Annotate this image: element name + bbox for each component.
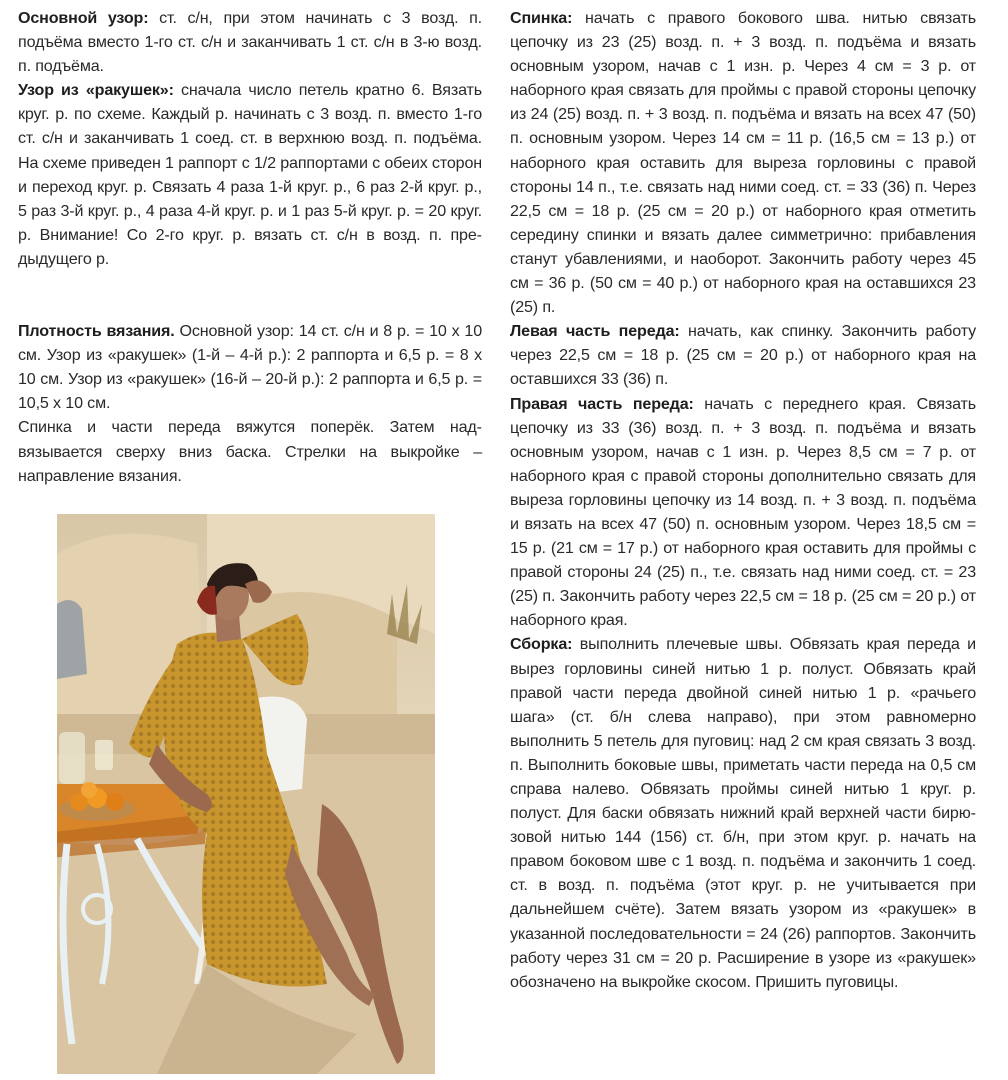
text-main-pattern: ст. с/н, при этом начинать с 3 возд. п. подъёма вместо 1-го ст. с/н и заканчивать 1 ст. с/н в 3-ю возд. п. подъёма. xyxy=(18,9,482,76)
heading-back: Спинка: xyxy=(510,9,573,27)
heading-assembly: Сборка: xyxy=(510,635,573,654)
paragraph-gauge xyxy=(18,319,482,415)
paragraph-back xyxy=(510,6,976,319)
text-right-front: начать с переднего края. Связать цепочку из 33 (36) возд. п. + 3 возд. п. подъёма и вязать основным узором, начав с 1 изн. р. Через 8,5 см = 7 р. от наборного края с правой стороны дополнительно связать для выреза горловины цепочку из 14 возд. п. + 3 возд. п. подъёма и вязать на всех 47 (50) п. основным узором. Через 18,5 см = 15 р. (21 см = 17 р.) от наборного края оставить для проймы с правой стороны 24 (25) п., т.е. связать над ними соед. ст. = 23 (25) п. Закончить работу через 22,5 см = 18 р. (25 см = 20 р.) от наборного края. xyxy=(510,394,976,630)
paragraph-construction-note xyxy=(18,415,482,487)
text-shell-pattern: сначала число петель кратно 6. Вязать круг. р. по схеме. Каждый р. начинать с 3 возд. п. вместо 1-го ст. с/н и заканчивать 1 соед. ст. в верхнюю возд. п. подъёма. На схеме приведен 1 раппорт с 1/2 раппортами с обеих сторон и переход круг. р. Связать 4 раза 1-й круг. р., 6 раз 2-й круг. р., 5 раз 3-й круг. р., 4 раза 4-й круг. р. и 1 раз 5-й круг. р. = 20 круг. р. Внимание! Со 2-го круг. р. вязать ст. с/н в возд. п. предыдущего р. xyxy=(18,81,483,268)
text-back: начать с правого бокового шва. нитью связать цепочку из 23 (25) возд. п. + 3 возд. п. подъёма и вязать основным узором, начав с 1 изн. р. Через 4 см = 3 р. от наборного края связать для проймы с правой стороны цепочку из 24 (25) возд. п. + 3 возд. п. подъёма и вязать на всех 47 (50) п. основным узором. Через 14 см = 11 р. (16,5 см = 13 р.) от наборного края оставить для выреза горловины с правой стороны 14 п., т.е. связать над ними соед. ст. = 33 (36) п. Через 22,5 см = 18 р. (25 см = 20 р.) от наборного края отметить середину спинки и вязать далее симметрично: прибавления станут убавлениями, и наоборот. Закончить работу через 45 см = 36 р. (50 см = 40 р.) от наборного края на оставшихся 23 (25) п. xyxy=(510,9,976,317)
text-assembly: выполнить плечевые швы. Обвязать края переда и вырез горловины синей нитью 1 р. полуст. Обвязать край правой части переда двойной синей нитью 1 р. «рачьего шага» (ст. б/н слева направо), при этом равномерно выполнить 5 петель для пуговиц: над 2 см края связать 3 возд. п. Выполнить боковые швы, приметать части переда на 0,5 см справа налево. Обвязать проймы синей нитью 1 круг. р. полуст. Для баски обвязать нижний край верхней части бирюзовой нитью 144 (156) ст. б/н, при этом круг. р. начать на правом боковом шве с 1 возд. п. подъёма и закончить 1 соед. ст. в возд. п. подъёма (этот круг. р. не учитывается при дальнейшем счёте). Затем вязать узором из «ракушек» в указанной последовательности = 24 (26) раппортов. Закончить работу через 31 см = 20 р. Расширение в узоре из «ракушек» обозначено на выкройке скосом. Пришить пуговицы. xyxy=(510,635,976,991)
paragraph-left-front xyxy=(510,319,976,391)
heading-main-pattern: Основной узор: xyxy=(18,9,149,27)
paragraph-shell-pattern xyxy=(18,78,482,271)
text-gauge: Основной узор: 14 ст. с/н и 8 р. = 10 х 10 см. Узор из «ракушек» (1-й – 4-й р.): 2 раппорта и 6,5 р. = 8 х 10 см. Узор из «ракушек» (16-й – 20-й р.): 2 раппорта и 6,5 р. = 10,5 х 10 см. xyxy=(18,322,482,413)
text-left-front: начать, как спинку. Закончить работу через 22,5 см = 18 р. (25 см = 20 р.) от наборного края на оставшихся 33 (36) п. xyxy=(510,322,976,389)
right-text-column xyxy=(510,6,976,994)
paragraph-main-pattern xyxy=(18,6,482,78)
model-illustration xyxy=(57,514,435,1074)
paragraph-assembly xyxy=(510,632,976,993)
heading-left-front: Левая часть переда: xyxy=(510,322,680,341)
model-photo xyxy=(57,514,435,1074)
left-text-column xyxy=(18,6,482,488)
heading-shell-pattern: Узор из «ракушек»: xyxy=(18,81,174,100)
paragraph-right-front xyxy=(510,392,976,633)
text-construction-note: Спинка и части переда вяжутся поперёк. Затем надвязывается сверху вниз баска. Стрелки на выкройке – направление вязания. xyxy=(18,418,482,485)
heading-right-front: Правая часть переда: xyxy=(510,394,694,413)
heading-gauge: Плотность вязания. xyxy=(18,322,175,341)
